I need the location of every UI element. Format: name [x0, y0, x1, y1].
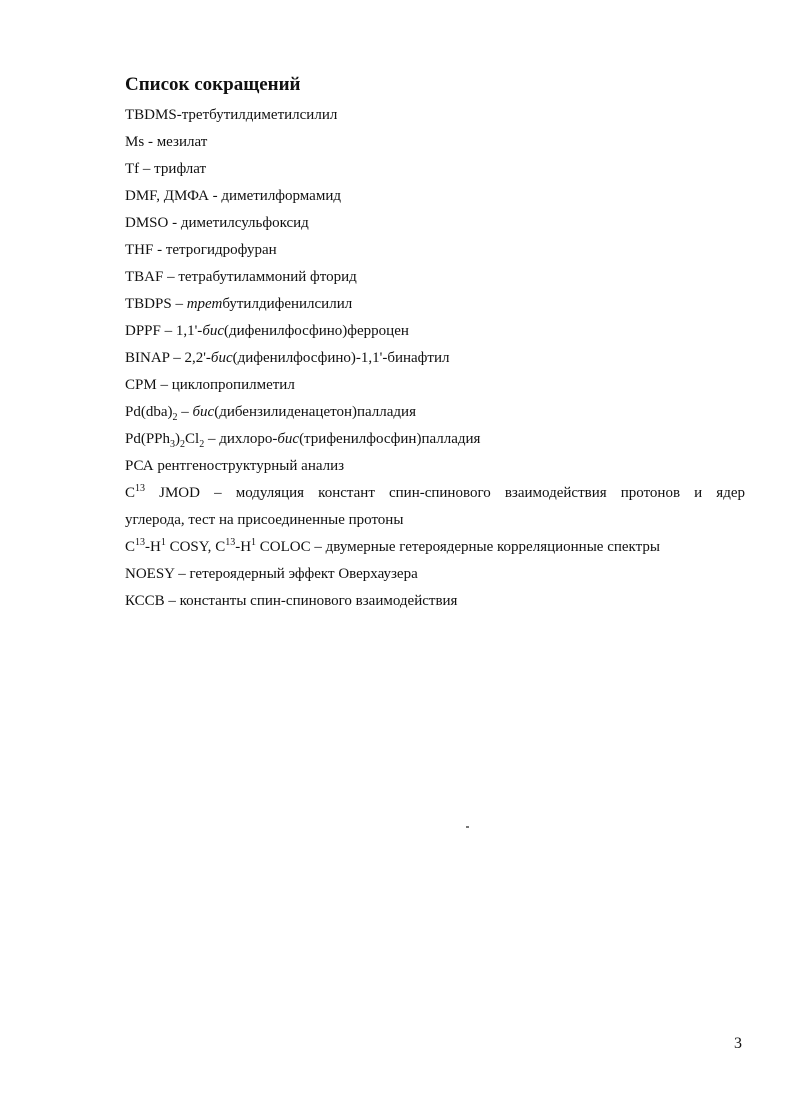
list-item-dppf: DPPF – 1,1'-бис(дифенилфосфино)ферроцен — [125, 323, 409, 339]
list-item-dmso: DMSO - диметилсульфоксид — [125, 215, 309, 231]
page-number: 3 — [734, 1035, 742, 1052]
list-item-pddba: $Pd(dba)_2$ – бис(дибензилиденацетон)палладия — [125, 404, 416, 423]
list-item-dmf: DMF, ДМФА - диметилформамид — [125, 188, 341, 204]
list-item-tbdms: TBDMS-третбутилдиметилсилил — [125, 107, 338, 123]
list-item-tf: Tf – трифлат — [125, 161, 207, 177]
list-item-ms: Ms - мезилат — [125, 134, 208, 150]
list-item-jmod — [125, 482, 745, 536]
list-item-thf: THF - тетрогидрофуран — [125, 242, 277, 258]
list-item-tbaf: TBAF – тетрабутиламмоний фторид — [125, 269, 357, 285]
list-item-kssv: КССВ – константы спин-спинового взаимодействия — [125, 593, 458, 609]
scan-speck — [466, 826, 469, 828]
list-item-cpm: CPM – циклопропилметил — [125, 377, 295, 393]
list-item-pdpph: $Pd(PPh_3)_2Cl_2$ – дихлоро-бис(трифенилфосфин)палладия — [125, 431, 481, 450]
abbreviation-list — [125, 104, 745, 617]
list-item-noesy: NOESY – гетероядерный эффект Оверхаузера — [125, 566, 418, 582]
list-item-jmod-line1: $C^{13}$ JMOD – модуляция констант спин-спинового взаимодействия протонов и ядер — [125, 483, 745, 501]
list-item-rsa: РСА рентгеноструктурный анализ — [125, 458, 345, 474]
list-item-tbdps: TBDPS – третбутилдифенилсилил — [125, 296, 353, 312]
list-item-jmod-line2: углерода, тест на присоединенные протоны — [125, 512, 404, 528]
list-item-binap: BINAP – 2,2'-бис(дифенилфосфино)-1,1'-бинафтил — [125, 350, 450, 366]
list-item-cosy: $C^{13}-H^1$ COSY, $C^{13}-H^1$ COLOC – двумерные гетероядерные корреляционные спектры — [125, 537, 660, 555]
page-title: Список сокращений — [125, 74, 301, 95]
